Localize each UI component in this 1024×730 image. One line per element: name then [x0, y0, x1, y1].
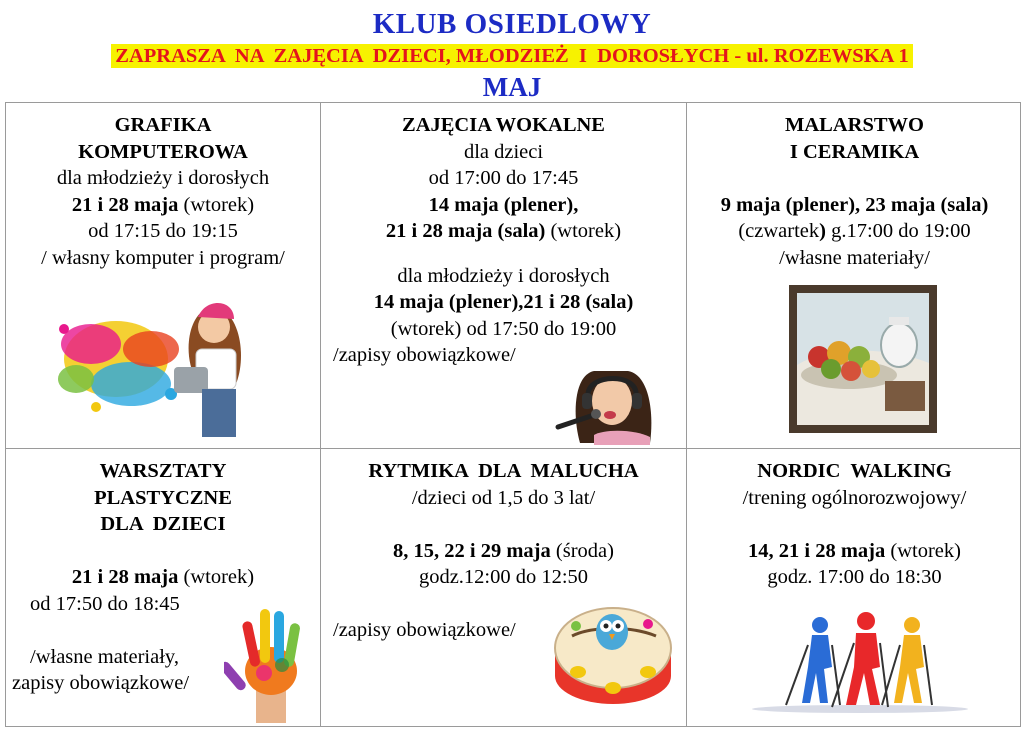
- woman-paint-splash-illustration: [56, 289, 271, 439]
- cell-subtitle: /trening ogólnorozwojowy/: [742, 486, 967, 509]
- cell-dates: 14 maja (plener),: [428, 193, 579, 216]
- cell-note: /zapisy obowiązkowe/: [333, 344, 516, 366]
- cell-hours: od 17:50 do 18:45: [30, 592, 180, 615]
- owl-tambourine-illustration: [552, 596, 674, 708]
- cell-note: /własne materiały,: [30, 645, 179, 668]
- cell-audience: dla młodzieży i dorosłych: [397, 264, 610, 287]
- cell-title: KOMPUTEROWA: [78, 140, 248, 163]
- cell-audience: dla młodzieży i dorosłych: [56, 167, 270, 189]
- cell-dates: 21 i 28 maja (wtorek): [71, 193, 255, 216]
- cell-title: MALARSTWO: [785, 114, 924, 136]
- cell-hours: od 17:15 do 19:15: [88, 220, 238, 242]
- cell-hours: od 17:00 do 17:45: [428, 167, 579, 189]
- cell-dates: 8, 15, 22 i 29 maja (środa): [393, 539, 614, 562]
- cell-note: / własny komputer i program/: [41, 246, 285, 269]
- page-subtitle: ZAPRASZA NA ZAJĘCIA DZIECI, MŁODZIEŻ I DOROSŁYCH - ul. ROZEWSKA 1: [111, 44, 912, 68]
- cell-title: GRAFIKA: [114, 114, 212, 136]
- cell-title: ZAJĘCIA WOKALNE: [402, 114, 605, 136]
- page-header: [0, 0, 1024, 102]
- cell-title: PLASTYCZNE: [94, 486, 232, 509]
- cell-note: /własne materiały/: [779, 246, 930, 269]
- still-life-painting-illustration: [789, 285, 937, 433]
- cell-title: WARSZTATY: [99, 460, 227, 482]
- cell-hours: godz.12:00 do 12:50: [418, 566, 589, 588]
- cell-note: zapisy obowiązkowe/: [12, 672, 190, 694]
- cell-hours: (wtorek) od 17:50 do 19:00: [390, 317, 617, 340]
- painted-hand-illustration: [224, 603, 314, 723]
- cell-hours: (czwartek) g.17:00 do 19:00: [738, 220, 971, 242]
- cell-hours: godz. 17:00 do 18:30: [767, 566, 942, 588]
- cell-audience: dla dzieci: [463, 140, 544, 163]
- cell-dates: 14, 21 i 28 maja (wtorek): [748, 539, 961, 562]
- cell-title: DLA DZIECI: [100, 513, 226, 535]
- nordic-walkers-illustration: [748, 611, 972, 715]
- girl-singing-headphones-illustration: [554, 365, 660, 445]
- month-label: MAJ: [482, 72, 542, 102]
- cell-title: NORDIC WALKING: [757, 460, 952, 482]
- page-title: KLUB OSIEDLOWY: [372, 8, 652, 40]
- cell-title: RYTMIKA DLA MALUCHA: [368, 460, 639, 482]
- cell-title: I CERAMIKA: [789, 140, 920, 163]
- grid-divider: [6, 448, 1020, 449]
- cell-dates: 21 i 28 maja (sala) (wtorek): [385, 220, 622, 242]
- cell-dates: 14 maja (plener),21 i 28 (sala): [373, 291, 634, 313]
- cell-note: /zapisy obowiązkowe/: [333, 619, 516, 641]
- subtitle-banner: [0, 44, 1024, 68]
- cell-dates: 21 i 28 maja (wtorek): [71, 566, 255, 588]
- schedule-grid: [5, 102, 1021, 727]
- cell-audience: /dzieci od 1,5 do 3 lat/: [411, 486, 596, 509]
- cell-dates: 9 maja (plener), 23 maja (sala): [720, 193, 989, 216]
